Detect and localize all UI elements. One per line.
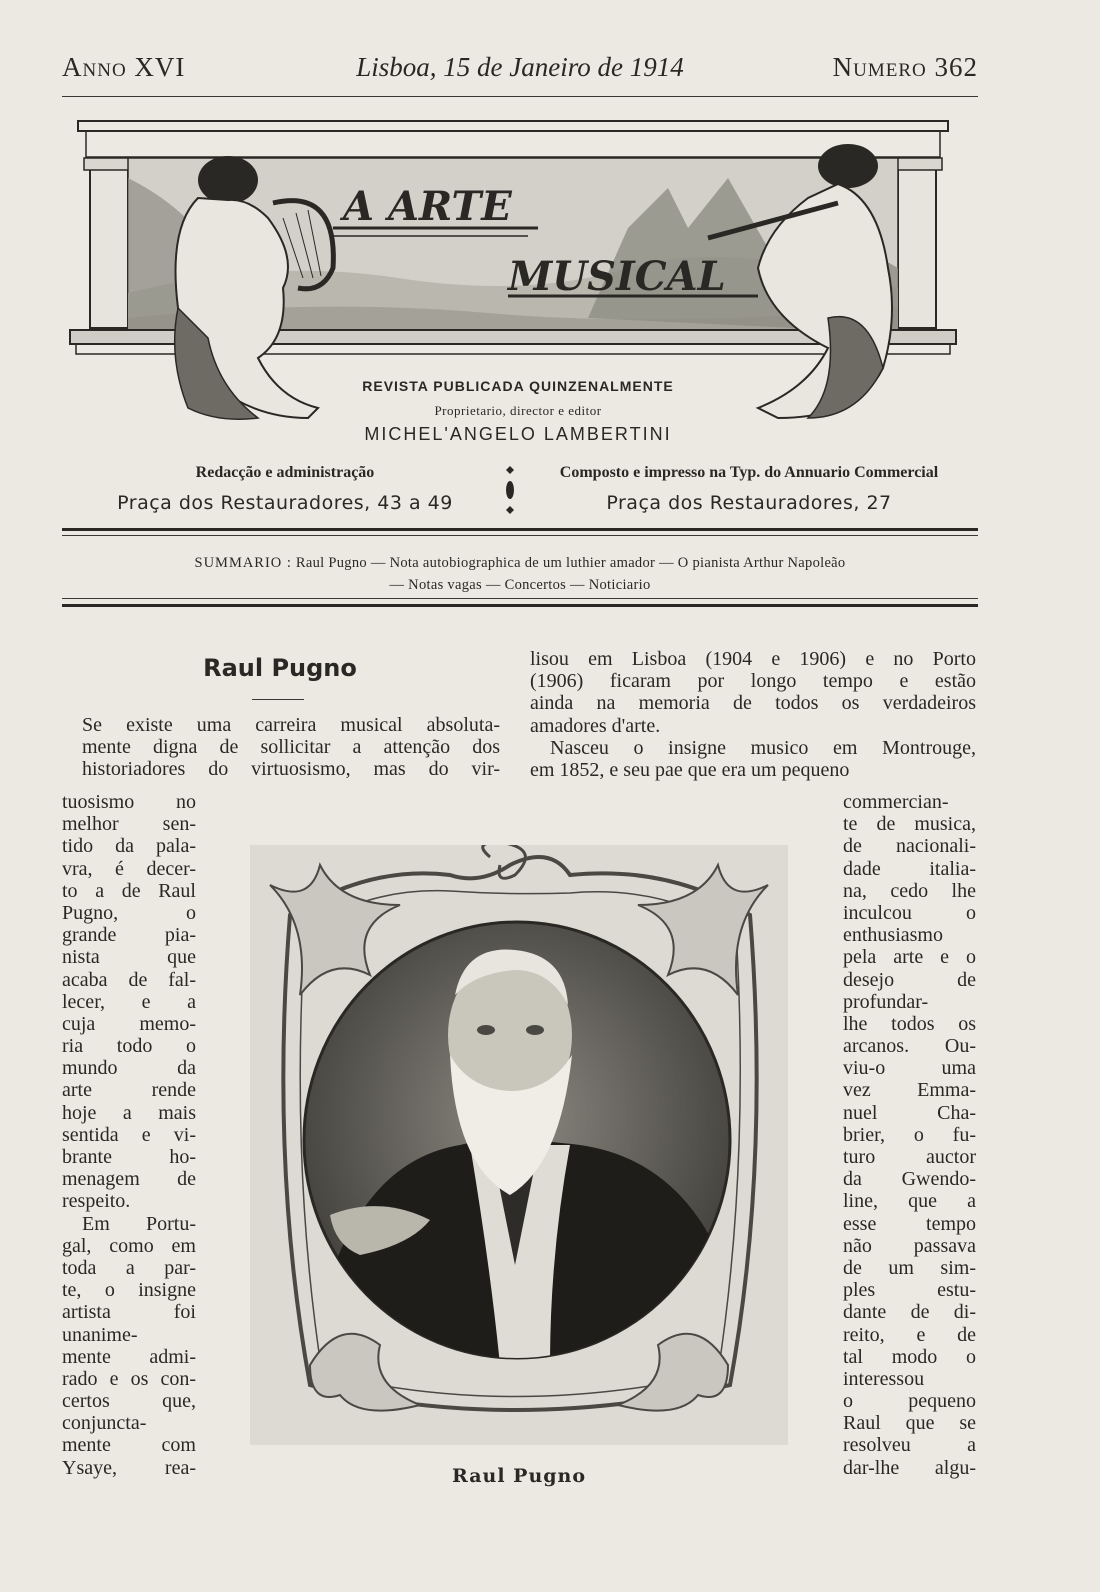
- text-line: na, cedo lhe: [843, 879, 976, 902]
- header-rule: [62, 96, 978, 97]
- text-line: toda a par-: [62, 1256, 196, 1279]
- masthead-director: MICHEL'ANGELO LAMBERTINI: [364, 424, 672, 444]
- text-line: lhe todos os: [843, 1012, 976, 1035]
- text-line: te, o insigne: [62, 1279, 196, 1302]
- text-line: melhor sen-: [62, 813, 196, 836]
- text-line: acaba de fal-: [62, 968, 196, 991]
- printer-heading: Composto e impresso na Typ. do Annuario Commercial: [559, 464, 939, 481]
- summary-bottom-rule-inner: [62, 598, 978, 599]
- text-line: Nasceu o insigne musico em Montrouge,: [550, 736, 976, 759]
- printer-address-text: Praça dos Restauradores, 27: [606, 492, 892, 514]
- summary-bottom-rule: [62, 604, 978, 607]
- text-line: tuosismo no: [62, 791, 196, 813]
- text-line: Ysaye, rea-: [62, 1456, 196, 1479]
- text-line: arte rende: [62, 1079, 196, 1102]
- text-line: historiadores do virtuosismo, mas do vir-: [82, 758, 500, 781]
- text-line: inculcou o: [843, 901, 976, 924]
- editorial-address: [100, 464, 470, 514]
- text-line: lecer, e a: [62, 990, 196, 1013]
- summary-line-2: — Notas vagas — Concertos — Noticiario: [389, 577, 651, 593]
- text-line: conjuncta-: [62, 1412, 147, 1435]
- article-text-right-full: [530, 648, 976, 781]
- masthead-title-line1: A ARTE: [343, 183, 512, 230]
- article-text-right-narrow: [843, 791, 976, 1479]
- text-line: viu-o uma: [843, 1057, 976, 1080]
- summary-label: SUMMARIO :: [194, 555, 292, 571]
- text-line: pela arte e o: [843, 946, 976, 969]
- masthead-subtitle: REVISTA PUBLICADA QUINZENALMENTE: [362, 378, 674, 394]
- text-line: gal, como em: [62, 1234, 196, 1257]
- editorial-address-text: Praça dos Restauradores, 43 a 49: [117, 492, 453, 514]
- masthead-proprietor-label: Proprietario, director e editor: [434, 403, 602, 418]
- text-line: o pequeno: [843, 1390, 976, 1413]
- portrait-photo: [250, 845, 788, 1445]
- text-line: te de musica,: [843, 813, 976, 836]
- text-line: dante de di-: [843, 1301, 976, 1324]
- text-line: em 1852, e seu pae que era um pequeno: [530, 758, 850, 781]
- text-line: não passava: [843, 1234, 976, 1257]
- summary-top-rule-inner: [62, 535, 978, 536]
- text-line: line, que a: [843, 1190, 976, 1213]
- running-header: [62, 52, 978, 86]
- text-line: mente digna de sollicitar a attenção dos: [82, 736, 500, 759]
- masthead: [68, 118, 968, 444]
- text-line: brier, o fu-: [843, 1123, 976, 1146]
- text-line: artista foi: [62, 1301, 196, 1324]
- issue-number: Numero 362: [832, 52, 978, 82]
- text-line: Pugno, o: [62, 901, 196, 924]
- masthead-title-line2: MUSICAL: [508, 253, 726, 300]
- article-title: Raul Pugno: [203, 654, 357, 682]
- text-line: vra, é decer-: [62, 857, 196, 880]
- text-line: reito, e de: [843, 1323, 976, 1346]
- text-line: menagem de: [62, 1168, 196, 1191]
- text-line: arcanos. Ou-: [843, 1035, 976, 1058]
- text-line: interessou: [843, 1367, 925, 1390]
- title-rule: [252, 699, 304, 700]
- text-line: cuja memo-: [62, 1012, 196, 1035]
- text-line: (1906) ficaram por longo tempo e estão: [530, 670, 976, 693]
- text-line: amadores d'arte.: [530, 714, 661, 737]
- text-line: tal modo o: [843, 1345, 976, 1368]
- text-line: esse tempo: [843, 1212, 976, 1235]
- table-of-contents: [62, 552, 978, 596]
- text-line: rado e os con-: [62, 1367, 196, 1390]
- text-line: mente admi-: [62, 1345, 196, 1368]
- text-line: ples estu-: [843, 1279, 976, 1302]
- text-line: de nacionali-: [843, 835, 976, 858]
- text-line: brante ho-: [62, 1146, 196, 1168]
- text-line: lisou em Lisboa (1904 e 1906) e no Porto: [530, 648, 976, 670]
- editorial-heading: Redacção e administração: [195, 464, 375, 481]
- text-line: Raul que se: [843, 1412, 976, 1435]
- text-line: unanime-: [62, 1323, 138, 1346]
- text-line: tido da pala-: [62, 835, 196, 858]
- text-line: mente com: [62, 1434, 196, 1457]
- printer-address: [520, 464, 978, 514]
- text-line: hoje a mais: [62, 1101, 196, 1124]
- text-line: turo auctor: [843, 1146, 976, 1168]
- text-line: sentida e vi-: [62, 1123, 196, 1146]
- article-text-left-full: [82, 714, 500, 781]
- text-line: commercian-: [843, 791, 949, 813]
- text-line: de um sim-: [843, 1256, 976, 1279]
- text-line: da Gwendo-: [843, 1168, 976, 1191]
- text-line: grande pia-: [62, 924, 196, 947]
- summary-top-rule: [62, 528, 978, 531]
- text-line: Se existe uma carreira musical absoluta-: [82, 714, 500, 736]
- text-line: Em Portu-: [82, 1212, 196, 1235]
- divider-ornament-icon: [503, 464, 517, 516]
- text-line: ria todo o: [62, 1035, 196, 1058]
- text-line: vez Emma-: [843, 1079, 976, 1102]
- text-line: certos que,: [62, 1390, 196, 1413]
- summary-line-1: Raul Pugno — Nota autobiographica de um luthier amador — O pianista Arthur Napoleão: [295, 555, 846, 571]
- text-line: to a de Raul: [62, 879, 196, 902]
- text-line: dar-lhe algu-: [843, 1456, 976, 1479]
- text-line: nista que: [62, 946, 196, 969]
- article-text-left-narrow: [62, 791, 196, 1479]
- text-line: mundo da: [62, 1057, 196, 1080]
- text-line: desejo de: [843, 968, 976, 991]
- text-line: profundar-: [843, 990, 929, 1013]
- issue-date: Lisboa, 15 de Janeiro de 1914: [356, 52, 684, 82]
- text-line: resolveu a: [843, 1434, 976, 1457]
- text-line: enthusiasmo: [843, 924, 943, 947]
- text-line: nuel Cha-: [843, 1101, 976, 1124]
- text-line: respeito.: [62, 1190, 131, 1213]
- text-line: dade italia-: [843, 857, 976, 880]
- portrait-plate: [250, 845, 788, 1445]
- text-line: ainda na memoria de todos os verdadeiros: [530, 692, 976, 715]
- photo-caption: Raul Pugno: [451, 1465, 587, 1487]
- volume-label: Anno XVI: [62, 52, 186, 82]
